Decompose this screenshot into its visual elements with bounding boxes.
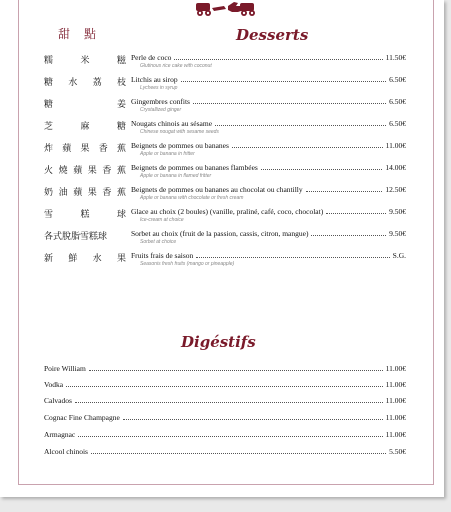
dessert-english-description: Chinese nougat with sesame seeds [140,129,219,135]
dot-leader [261,169,383,170]
dessert-french-name: Sorbet au choix (fruit de la passion, cassis, citron, mangue) [131,229,309,238]
dessert-french-name: Beignets de pommes ou bananes au chocolat ou chantilly [131,185,303,194]
dot-leader [78,436,382,437]
digestif-item [44,380,406,389]
digestif-price: 11.00€ [385,380,406,389]
digestif-price: 11.00€ [385,430,406,439]
digestifs-title: Digéstifs [181,333,256,351]
dessert-line [131,251,406,260]
digestif-item [44,413,406,422]
dot-leader [89,370,383,371]
dessert-english-description: Apple or banana in fritter [140,151,195,157]
dessert-price: 11.00€ [385,141,406,150]
dessert-chinese-name: 奶油蘋果香蕉 [44,188,126,198]
dessert-french-name: Perle de coco [131,53,172,62]
dessert-line [131,229,406,238]
dessert-french-name: Beignets de pommes ou bananes [131,141,229,150]
dessert-french-name: Beignets de pommes ou bananes flambées [131,163,258,172]
digestif-item [44,430,406,439]
digestif-item [44,396,406,405]
dessert-line [131,141,406,150]
digestif-name: Armagnac [44,430,76,439]
dessert-line [131,185,406,194]
dessert-price: 6.50€ [389,75,406,84]
dessert-english-description: Seasonis fresh fruits (mango or pineapple) [140,261,235,267]
dessert-price: 12.50€ [385,185,406,194]
dot-leader [66,386,383,387]
dessert-line [131,163,406,172]
digestif-name: Calvados [44,396,72,405]
dot-leader [215,125,386,126]
dessert-chinese-name: 火燒蘋果香蕉 [44,166,126,176]
dessert-english-description: Glutinous rice cake with coconut [140,63,212,69]
dot-leader [311,235,386,236]
digestif-name: Poire William [44,364,86,373]
dot-leader [123,419,383,420]
dessert-price: 9.50€ [389,229,406,238]
dessert-price: 6.50€ [389,97,406,106]
dot-leader [181,81,386,82]
dessert-price: S.G. [392,251,406,260]
dessert-english-description: Apple or banana in flamed fritter [140,173,212,179]
digestif-price: 11.00€ [385,364,406,373]
dessert-french-name: Gingembres confits [131,97,190,106]
digestif-price: 11.00€ [385,413,406,422]
dessert-chinese-name: 糯米糍 [44,56,126,66]
dot-leader [91,453,386,454]
dessert-chinese-name: 雪糕球 [44,210,126,220]
digestif-item [44,447,406,456]
dessert-english-description: Crystallized ginger [140,107,182,113]
chinese-section-title: 甜點 [58,27,111,41]
dessert-price: 9.50€ [389,207,406,216]
dessert-english-description: Ice-cream at choice [140,217,184,223]
dessert-english-description: Lychees in syrup [140,85,178,91]
digestif-price: 5.50€ [389,447,406,456]
digestif-item [44,364,406,373]
dessert-english-description: Sorbet at choice [140,239,177,245]
dot-leader [196,257,389,258]
dot-leader [193,103,386,104]
dessert-chinese-name: 炸蘋果香蕉 [44,144,126,154]
carriage-ornament-icon [190,0,260,18]
dot-leader [75,402,383,403]
dessert-french-name: Fruits frais de saison [131,251,194,260]
dessert-chinese-name: 各式脫脂雪糕球 [44,232,108,242]
dessert-english-description: Apple or banana with chocolate or fresh cream [140,195,244,201]
dessert-price: 14.00€ [385,163,406,172]
dessert-price: 11.50€ [385,53,406,62]
dot-leader [232,147,383,148]
digestif-name: Alcool chinois [44,447,88,456]
digestif-name: Cognac Fine Champagne [44,413,120,422]
dessert-chinese-name: 糖姜 [44,100,126,110]
desserts-title: Desserts [236,26,309,44]
dot-leader [306,191,383,192]
dessert-french-name: Litchis au sirop [131,75,178,84]
digestif-price: 11.00€ [385,396,406,405]
dessert-line [131,53,406,62]
dessert-line [131,75,406,84]
dessert-line [131,97,406,106]
dot-leader [174,59,382,60]
dessert-line [131,207,406,216]
dessert-chinese-name: 新鮮水果 [44,254,126,264]
dessert-price: 6.50€ [389,119,406,128]
dessert-chinese-name: 芝麻糖 [44,122,126,132]
dessert-chinese-name: 糖水荔枝 [44,78,126,88]
dessert-french-name: Glace au choix (2 boules) (vanille, praliné, café, coco, chocolat) [131,207,324,216]
dot-leader [326,213,386,214]
dessert-line [131,119,406,128]
dessert-french-name: Nougats chinois au sésame [131,119,213,128]
digestif-name: Vodka [44,380,64,389]
